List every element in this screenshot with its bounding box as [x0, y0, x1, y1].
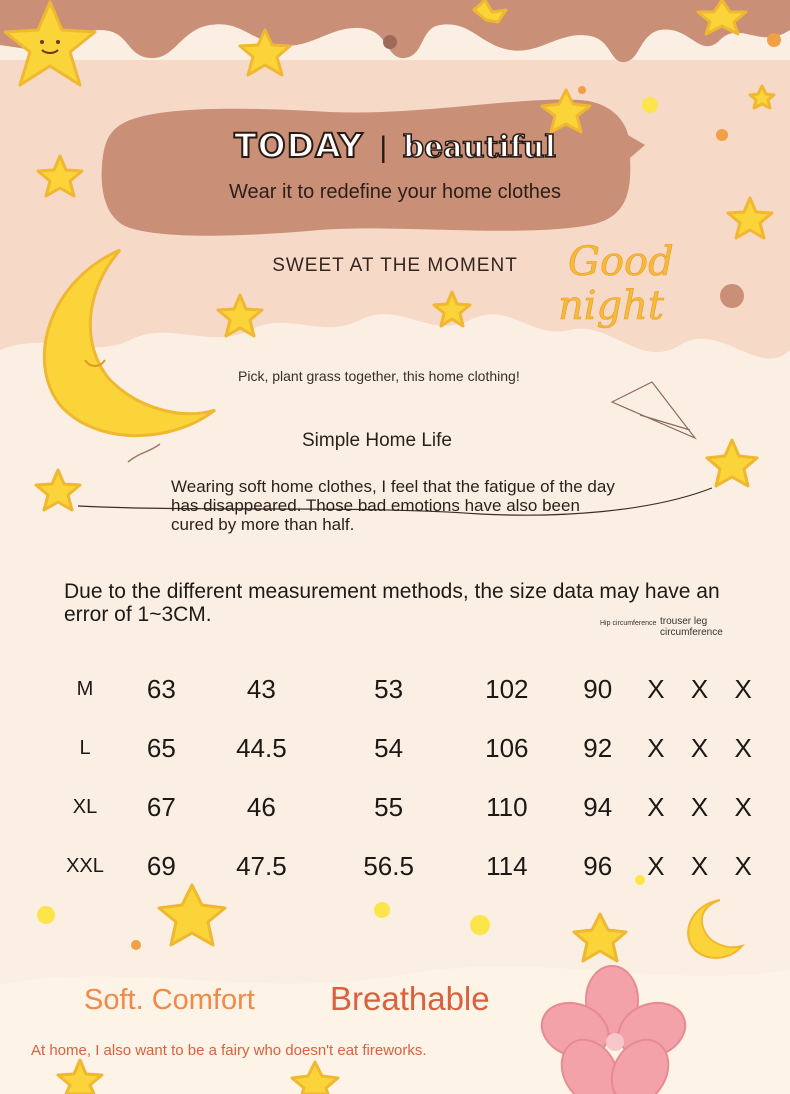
title-separator: | — [379, 131, 388, 164]
trouser-label: trouser leg circumference — [660, 616, 723, 638]
goodnight-script — [558, 239, 674, 329]
description-paragraph: Wearing soft home clothes, I feel that the fatigue of the day has disappeared. Those bad emotions have also been cured by more than half. — [171, 477, 615, 534]
table-cell: X — [690, 792, 709, 822]
table-cell: X — [690, 674, 709, 704]
table-cell: X — [647, 851, 665, 881]
size-cell: XL — [72, 796, 98, 818]
table-cell: X — [734, 792, 752, 822]
table-cell: 102 — [485, 674, 529, 704]
header-title — [0, 126, 790, 165]
pick-text: Pick, plant grass together, this home clothing! — [238, 368, 520, 384]
title-beautiful: beautiful — [403, 130, 556, 165]
table-cell: 63 — [146, 674, 176, 704]
table-cell: X — [734, 674, 752, 704]
table-cell: X — [647, 674, 665, 704]
table-cell: X — [647, 792, 665, 822]
header-subtitle: Wear it to redefine your home clothes — [228, 181, 562, 203]
table-cell: X — [647, 733, 665, 763]
table-row — [45, 837, 765, 896]
table-cell: 67 — [146, 792, 176, 822]
table-cell: 56.5 — [363, 851, 414, 881]
fairy-text: At home, I also want to be a fairy who doesn't eat fireworks. — [31, 1042, 427, 1059]
size-cell: XXL — [66, 855, 104, 877]
goodnight-line2: night — [558, 283, 664, 329]
table-cell: 47.5 — [236, 851, 287, 881]
table-cell: 53 — [374, 674, 404, 704]
table-cell: X — [690, 851, 709, 881]
table-row — [45, 719, 765, 778]
table-cell: 106 — [485, 733, 529, 763]
size-cell: M — [76, 678, 94, 700]
goodnight-line1: Good — [568, 239, 674, 285]
table-cell: 55 — [374, 792, 404, 822]
size-note: Due to the different measurement methods, the size data may have an error of 1~3CM. — [64, 580, 720, 626]
table-cell: 96 — [583, 851, 613, 881]
size-cell: L — [79, 737, 91, 759]
breathable-label: Breathable — [330, 980, 490, 1017]
table-row — [45, 660, 765, 719]
table-cell: X — [690, 733, 709, 763]
hip-label: Hip circumference — [600, 620, 657, 627]
table-cell: 94 — [583, 792, 613, 822]
table-cell: 110 — [486, 792, 528, 822]
table-cell: 69 — [146, 851, 176, 881]
table-cell: X — [734, 733, 752, 763]
size-table — [45, 660, 765, 896]
title-today: TODAY — [234, 126, 364, 165]
table-cell: 65 — [146, 733, 176, 763]
table-cell: 54 — [374, 733, 404, 763]
table-cell: 44.5 — [236, 733, 287, 763]
table-cell: 90 — [583, 674, 613, 704]
table-cell: 43 — [246, 674, 276, 704]
tagline: SWEET AT THE MOMENT — [272, 255, 518, 276]
table-cell: 92 — [583, 733, 613, 763]
table-cell: 46 — [246, 792, 276, 822]
soft-comfort-label: Soft. Comfort — [84, 984, 255, 1016]
table-cell: X — [734, 851, 752, 881]
table-row — [45, 778, 765, 837]
table-cell: 114 — [486, 851, 528, 881]
simple-home-title: Simple Home Life — [302, 430, 452, 451]
